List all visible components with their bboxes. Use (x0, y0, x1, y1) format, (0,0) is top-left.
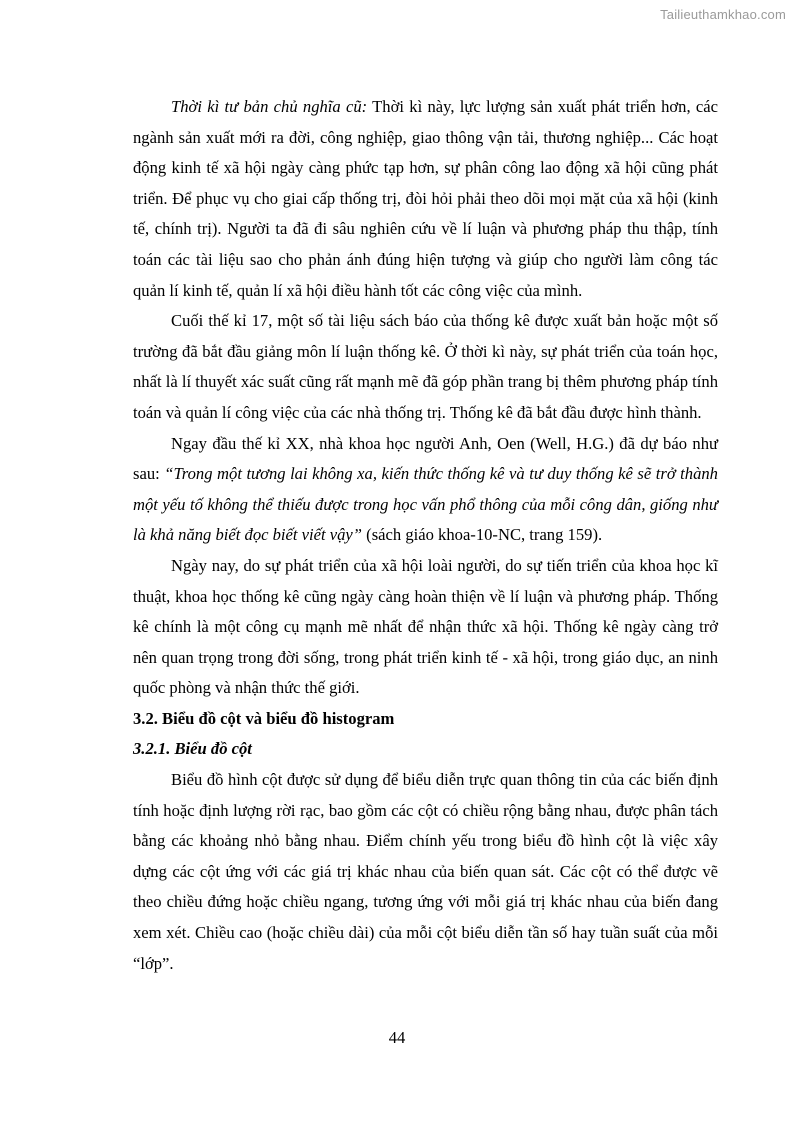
watermark: Tailieuthamkhao.com (660, 7, 786, 22)
citation-text: (sách giáo khoa-10-NC, trang 159). (362, 525, 603, 545)
section-heading: 3.2. Biểu đồ cột và biểu đồ histogram (133, 708, 395, 728)
paragraph-text: Ngay đầu thế kỉ XX, nhà khoa học người Anh, Oen (Well, H.G.) đã dự báo như sau: (133, 433, 718, 484)
page-body (133, 92, 718, 979)
paragraph-capitalist-era (133, 92, 718, 306)
paragraph-20th-century (133, 429, 718, 551)
page-number: 44 (388, 1028, 406, 1047)
quotation-italic: “Trong một tương lai không xa, kiến thức thống kê và tư duy thống kê sẽ trở thành một yếu tố không thể thiếu được trong học vấn phổ thông của mỗi công dân, giống như là khả năng biết đọc biết viết vậy” (133, 464, 718, 545)
subsection-heading: 3.2.1. Biểu đồ cột (133, 739, 252, 759)
paragraph-present-day: Ngày nay, do sự phát triển của xã hội loài người, do sự tiến triển của khoa học kĩ thuật, khoa học thống kê cũng ngày càng hoàn thiện về lí luận và phương pháp. Thống kê chính là một công cụ mạnh mẽ nhất để nhận thức xã hội. Thống kê ngày càng trở nên quan trọng trong đời sống, trong phát triển kinh tế - xã hội, trong giáo dục, an ninh quốc phòng và nhận thức thế giới. (133, 555, 718, 698)
paragraph-lead-italic: Thời kì tư bản chủ nghĩa cũ: (171, 97, 368, 116)
paragraph-bar-chart-definition: Biểu đồ hình cột được sử dụng để biểu diễn trực quan thông tin của các biến định tính hoặc định lượng rời rạc, bao gồm các cột có chiều rộng bằng nhau, được phân tách bằng các khoảng nhỏ bằng nhau. Điểm chính yếu trong biểu đồ hình cột là việc xây dựng các cột ứng với các giá trị khác nhau của biến quan sát. Các cột có thể được vẽ theo chiều đứng hoặc chiều ngang, tương ứng với mỗi giá trị khác nhau của biến đang xem xét. Chiều cao (hoặc chiều dài) của mỗi cột biểu diễn tần số hay tuần suất của mỗi “lớp”. (133, 770, 718, 973)
paragraph-text: Thời kì này, lực lượng sản xuất phát triển hơn, các ngành sản xuất mới ra đời, công nghiệp, giao thông vận tải, thương nghiệp... Các hoạt động kinh tế xã hội ngày càng phức tạp hơn, sự phân công lao động xã hội cũng phát triển. Để phục vụ cho giai cấp thống trị, đòi hỏi phải theo dõi mọi mặt của xã hội (kinh tế, chính trị). Người ta đã đi sâu nghiên cứu về lí luận và phương pháp thu thập, tính toán các tài liệu sao cho phản ánh đúng hiện tượng và giúp cho người làm công tác quản lí kinh tế, quản lí xã hội điều hành tốt các công việc của mình. (133, 97, 719, 300)
paragraph-17th-century: Cuối thế kỉ 17, một số tài liệu sách báo của thống kê được xuất bản hoặc một số trường đã bắt đầu giảng môn lí luận thống kê. Ở thời kì này, sự phát triển của toán học, nhất là lí thuyết xác suất cũng rất mạnh mẽ đã góp phần trang bị thêm phương pháp tính toán và quản lí công việc của các nhà thống trị. Thống kê đã bắt đầu được hình thành. (133, 311, 718, 422)
